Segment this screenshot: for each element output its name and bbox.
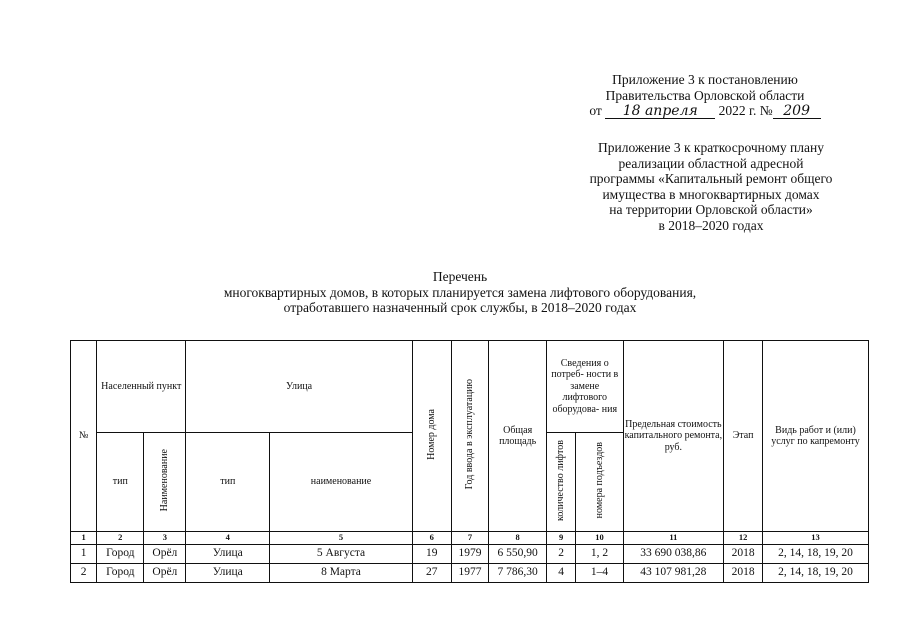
subheader-entrance-numbers xyxy=(576,433,623,532)
column-number: 4 xyxy=(186,532,270,545)
appendix-program-line: программы «Капитальный ремонт общего xyxy=(589,171,833,187)
cell-stage: 2018 xyxy=(724,544,763,563)
header-house-number-text: Номер дома xyxy=(425,408,437,460)
cell-street-type: Улица xyxy=(186,563,270,582)
header-max-cost: Предельная стоимость капитального ремонта, руб. xyxy=(623,341,724,532)
column-number: 9 xyxy=(546,532,575,545)
subheader-elevator-count xyxy=(546,433,575,532)
column-number: 10 xyxy=(576,532,623,545)
cell-year: 1979 xyxy=(451,544,489,563)
handwritten-date: 18 апреля xyxy=(605,105,715,119)
cell-work-types: 2, 14, 18, 19, 20 xyxy=(762,563,868,582)
cell-num: 2 xyxy=(71,563,97,582)
subheader-elevator-count-text: количество лифтов xyxy=(555,439,567,521)
header-stage: Этап xyxy=(724,341,763,532)
appendix-main-line: Приложение 3 к постановлению xyxy=(612,72,798,87)
header-total-area: Общая площадь xyxy=(489,341,547,532)
cell-area: 6 550,90 xyxy=(489,544,547,563)
subheader-street-name: наименование xyxy=(270,433,413,532)
column-number: 5 xyxy=(270,532,413,545)
subheader-locality-type: тип xyxy=(97,433,144,532)
subheader-locality-name xyxy=(144,433,186,532)
header-year-text: Год ввода в эксплуатацию xyxy=(464,379,476,490)
header-work-types: Видь работ и (или) услуг по капремонту xyxy=(762,341,868,532)
year-text: 2022 г. № xyxy=(718,103,773,119)
cell-stage: 2018 xyxy=(724,563,763,582)
appendix-main-line: Правительства Орловской области xyxy=(605,87,805,103)
subheader-street-type: тип xyxy=(186,433,270,532)
cell-house-number: 19 xyxy=(412,544,451,563)
header-row xyxy=(71,341,869,433)
appendix-main-header xyxy=(585,72,825,119)
header-street: Улица xyxy=(186,341,412,433)
column-number: 7 xyxy=(451,532,489,545)
appendix-main-date-line xyxy=(585,103,825,119)
cell-locality-type: Город xyxy=(97,544,144,563)
table-row xyxy=(71,544,869,563)
cell-elevator-count: 4 xyxy=(546,563,575,582)
header-locality: Населенный пункт xyxy=(97,341,186,433)
cell-locality-name: Орёл xyxy=(144,544,186,563)
subheader-locality-name-text: Наименование xyxy=(159,449,171,512)
subheader-entrance-numbers-text: номера подъездов xyxy=(593,442,605,519)
column-number: 11 xyxy=(623,532,724,545)
column-number-row xyxy=(71,532,869,545)
column-number: 13 xyxy=(762,532,868,545)
column-number: 2 xyxy=(97,532,144,545)
houses-table xyxy=(70,340,869,583)
cell-cost: 33 690 038,86 xyxy=(623,544,724,563)
cell-locality-name: Орёл xyxy=(144,563,186,582)
handwritten-number: 209 xyxy=(773,105,821,119)
cell-house-number: 27 xyxy=(412,563,451,582)
header-elevator-info: Сведения о потреб- ности в замене лифтового оборудова- ния xyxy=(546,341,623,433)
cell-entrances: 1–4 xyxy=(576,563,623,582)
cell-street-type: Улица xyxy=(186,544,270,563)
appendix-program-line: Приложение 3 к краткосрочному плану xyxy=(598,140,824,155)
table-row xyxy=(71,563,869,582)
appendix-program-line: в 2018–2020 годах xyxy=(658,217,764,233)
title-line: Перечень xyxy=(432,269,488,284)
appendix-program-line: реализации областной адресной xyxy=(618,155,804,171)
cell-num: 1 xyxy=(71,544,97,563)
cell-year: 1977 xyxy=(451,563,489,582)
cell-locality-type: Город xyxy=(97,563,144,582)
column-number: 1 xyxy=(71,532,97,545)
cell-street-name: 5 Августа xyxy=(270,544,413,563)
title-line: многоквартирных домов, в которых планируется замена лифтового оборудования, xyxy=(223,284,697,300)
title-line: отработавшего назначенный срок службы, в 2018–2020 годах xyxy=(283,300,637,316)
appendix-program-line: на территории Орловской области» xyxy=(609,202,813,218)
appendix-program-line: имущества в многоквартирных домах xyxy=(602,186,820,202)
appendix-program-header xyxy=(566,140,856,234)
document-title xyxy=(150,269,770,316)
column-number: 12 xyxy=(724,532,763,545)
column-number: 6 xyxy=(412,532,451,545)
header-house-number xyxy=(412,341,451,532)
from-prefix: от xyxy=(589,103,602,119)
cell-work-types: 2, 14, 18, 19, 20 xyxy=(762,544,868,563)
cell-cost: 43 107 981,28 xyxy=(623,563,724,582)
cell-area: 7 786,30 xyxy=(489,563,547,582)
column-number: 3 xyxy=(144,532,186,545)
cell-elevator-count: 2 xyxy=(546,544,575,563)
cell-street-name: 8 Марта xyxy=(270,563,413,582)
header-num: № xyxy=(71,341,97,532)
cell-entrances: 1, 2 xyxy=(576,544,623,563)
header-year xyxy=(451,341,489,532)
column-number: 8 xyxy=(489,532,547,545)
